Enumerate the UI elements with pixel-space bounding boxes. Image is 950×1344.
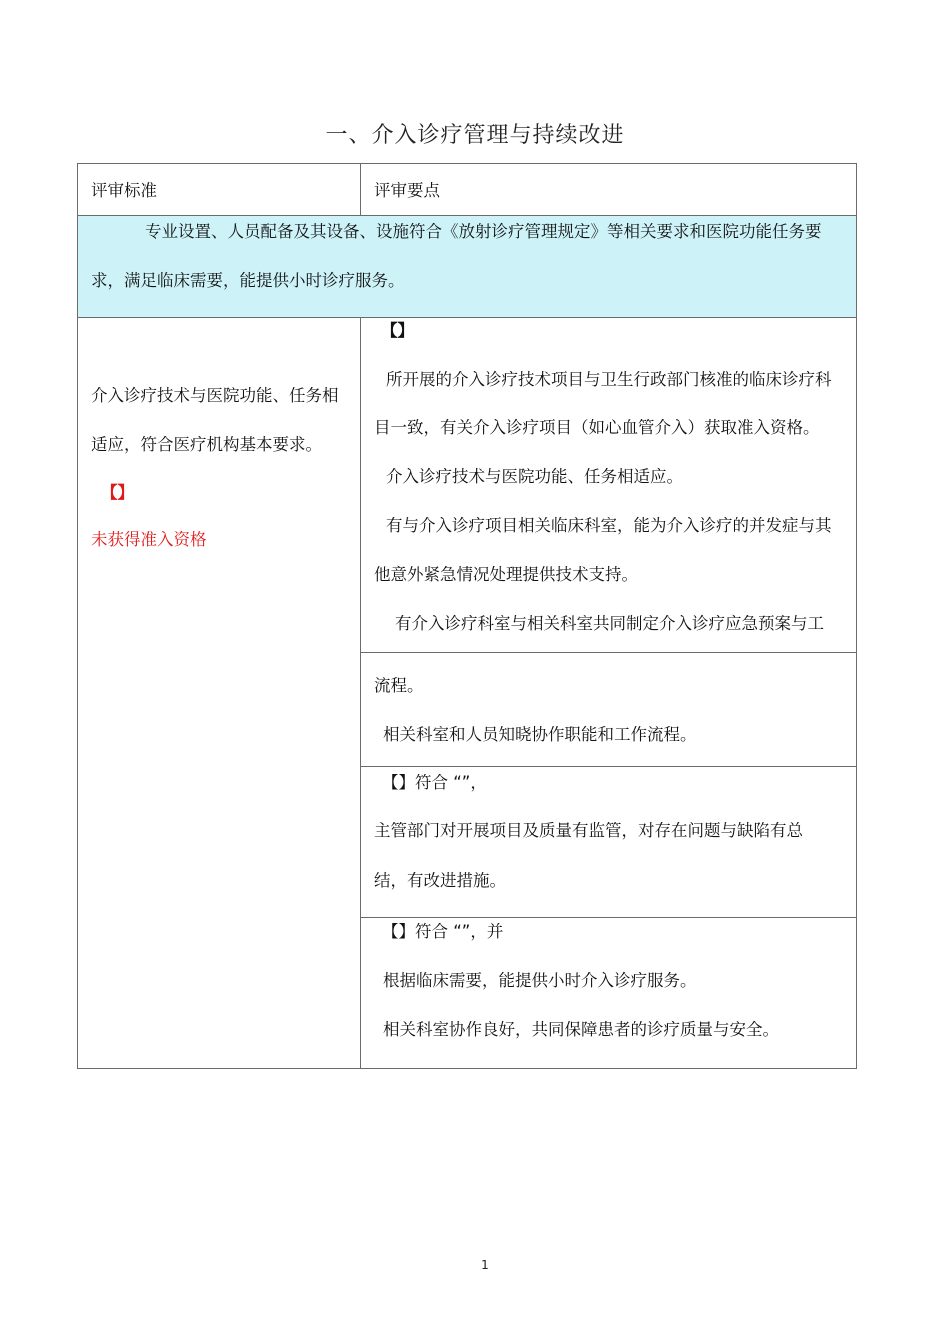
standard-text-line1: 专业设置、人员配备及其设备、设施符合《放射诊疗管理规定》等相关要求和医院功能任务要	[145, 222, 822, 241]
left-criterion-line2: 适应，符合医疗机构基本要求。	[91, 435, 322, 454]
table-standard-divider	[77, 317, 857, 318]
header-standard: 评审标准	[91, 181, 157, 200]
left-criterion-line1: 介入诊疗技术与医院功能、任务相	[91, 386, 339, 405]
table-block2-divider	[360, 766, 857, 767]
block4-item2: 相关科室协作良好，共同保障患者的诊疗质量与安全。	[383, 1020, 779, 1039]
block1-item4: 有介入诊疗科室与相关科室共同制定介入诊疗应急预案与工	[395, 614, 824, 633]
table-header-divider	[77, 215, 857, 216]
block1-item3-line1: 有与介入诊疗项目相关临床科室，能为介入诊疗的并发症与其	[386, 516, 832, 535]
table-border-left	[77, 163, 78, 1069]
block4-item1: 根据临床需要，能提供小时介入诊疗服务。	[383, 971, 697, 990]
left-status: 未获得准入资格	[91, 530, 207, 549]
block1-item1-line1: 所开展的介入诊疗技术项目与卫生行政部门核准的临床诊疗科	[386, 370, 832, 389]
table-column-divider-body	[360, 317, 361, 1069]
table-column-divider-header	[360, 163, 361, 215]
review-table	[77, 163, 857, 1069]
table-border-top	[77, 163, 857, 164]
block3-item1-line2: 结，有改进措施。	[374, 871, 506, 890]
block1-bracket: 【】	[381, 321, 414, 340]
table-block3-divider	[360, 917, 857, 918]
block3-item1-line1: 主管部门对开展项目及质量有监管，对存在问题与缺陷有总	[374, 821, 803, 840]
table-block1-divider	[360, 652, 857, 653]
table-border-right	[856, 163, 857, 1069]
header-key-points: 评审要点	[374, 181, 440, 200]
page-number: 1	[481, 1258, 489, 1272]
block2-item2: 相关科室和人员知晓协作职能和工作流程。	[383, 725, 697, 744]
page-title: 一、介入诊疗管理与持续改进	[325, 123, 625, 148]
standard-text-line2: 求，满足临床需要，能提供小时诊疗服务。	[91, 271, 405, 290]
block2-item1: 流程。	[374, 676, 424, 695]
block1-item1-line2: 目一致，有关介入诊疗项目（如心血管介入）获取准入资格。	[374, 418, 820, 437]
block4-heading: 【】符合 “”，并	[382, 922, 504, 941]
block3-heading: 【】符合 “”，	[382, 773, 487, 792]
block1-item3-line2: 他意外紧急情况处理提供技术支持。	[374, 565, 638, 584]
table-border-bottom	[77, 1068, 857, 1069]
block1-item2: 介入诊疗技术与医院功能、任务相适应。	[386, 467, 683, 486]
left-grade-bracket: 【】	[101, 483, 134, 502]
